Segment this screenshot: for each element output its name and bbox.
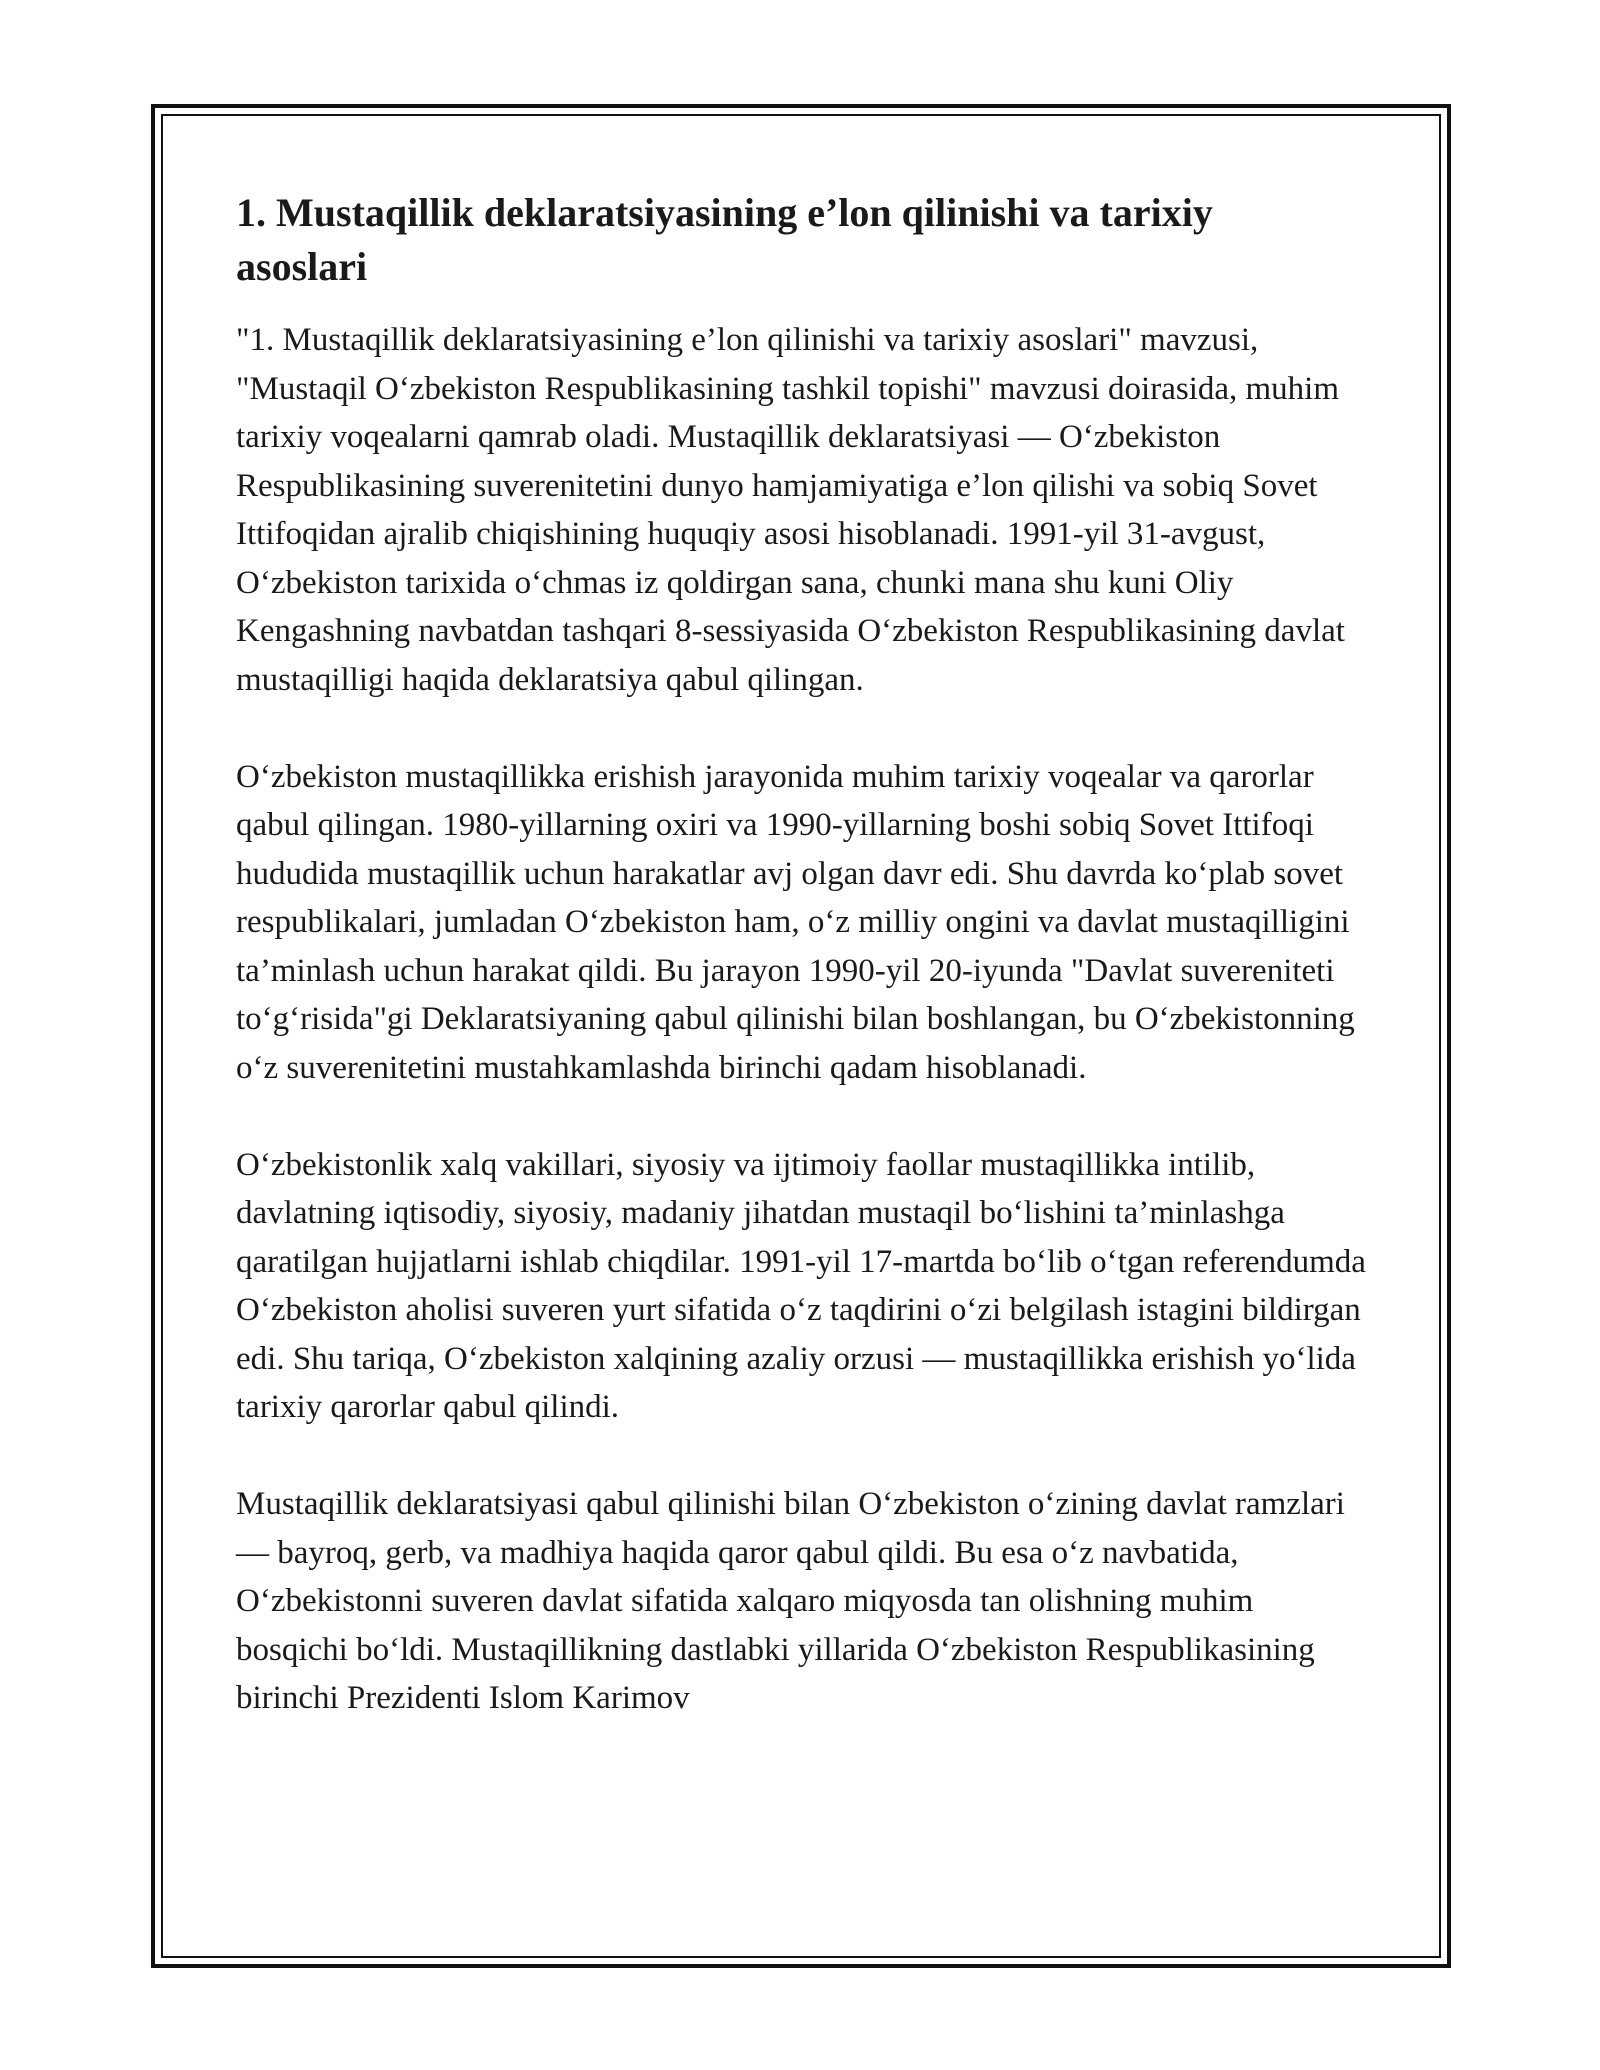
section-heading: 1. Mustaqillik deklaratsiyasining e’lon qilinishi va tarixiy asoslari <box>236 190 1213 289</box>
document-content <box>236 186 1366 1723</box>
paragraph-4: Mustaqillik deklaratsiyasi qabul qilinishi bilan O‘zbekiston o‘zining davlat ramzlari — bayroq, gerb, va madhiya haqida qaror qabul qildi. Bu esa o‘z navbatida, O‘zbekistonni suveren davlat sifatida xalqaro miqyosda tan olishning muhim bosqichi bo‘ldi. Mustaqillikning dastlabki yillarida O‘zbekiston Respublikasining birinchi Prezidenti Islom Karimov <box>236 1486 1345 1716</box>
paragraph-1: "1. Mustaqillik deklaratsiyasining e’lon qilinishi va tarixiy asoslari" mavzusi, "Mustaqil O‘zbekiston Respublikasining tashkil topishi" mavzusi doirasida, muhim tarixiy voqealarni qamrab oladi. Mustaqillik deklaratsiyasi — O‘zbekiston Respublikasining suverenitetini dunyo hamjamiyatiga e’lon qilishi va sobiq Sovet Ittifoqidan ajralib chiqishining huquqiy asosi hisoblanadi. 1991-yil 31-avgust, O‘zbekiston tarixida o‘chmas iz qoldirgan sana, chunki mana shu kuni Oliy Kengashning navbatdan tashqari 8-sessiyasida O‘zbekiston Respublikasining davlat mustaqilligi haqida deklaratsiya qabul qilingan. <box>236 322 1345 698</box>
paragraph-2: O‘zbekiston mustaqillikka erishish jarayonida muhim tarixiy voqealar va qarorlar qabul qilingan. 1980-yillarning oxiri va 1990-yillarning boshi sobiq Sovet Ittifoqi hududida mustaqillik uchun harakatlar avj olgan davr edi. Shu davrda ko‘plab sovet respublikalari, jumladan O‘zbekiston ham, o‘z milliy ongini va davlat mustaqilligini ta’minlash uchun harakat qildi. Bu jarayon 1990-yil 20-iyunda "Davlat suvereniteti to‘g‘risida"gi Deklaratsiyaning qabul qilinishi bilan boshlangan, bu O‘zbekistonning o‘z suverenitetini mustahkamlashda birinchi qadam hisoblanadi. <box>236 758 1355 1086</box>
paragraph-3: O‘zbekistonlik xalq vakillari, siyosiy va ijtimoiy faollar mustaqillikka intilib, davlatning iqtisodiy, siyosiy, madaniy jihatdan mustaqil bo‘lishini ta’minlashga qaratilgan hujjatlarni ishlab chiqdilar. 1991-yil 17-martda bo‘lib o‘tgan referendumda O‘zbekiston aholisi suveren yurt sifatida o‘z taqdirini o‘zi belgilash istagini bildirgan edi. Shu tariqa, O‘zbekiston xalqining azaliy orzusi — mustaqillikka erishish yo‘lida tarixiy qarorlar qabul qilindi. <box>236 1146 1366 1425</box>
